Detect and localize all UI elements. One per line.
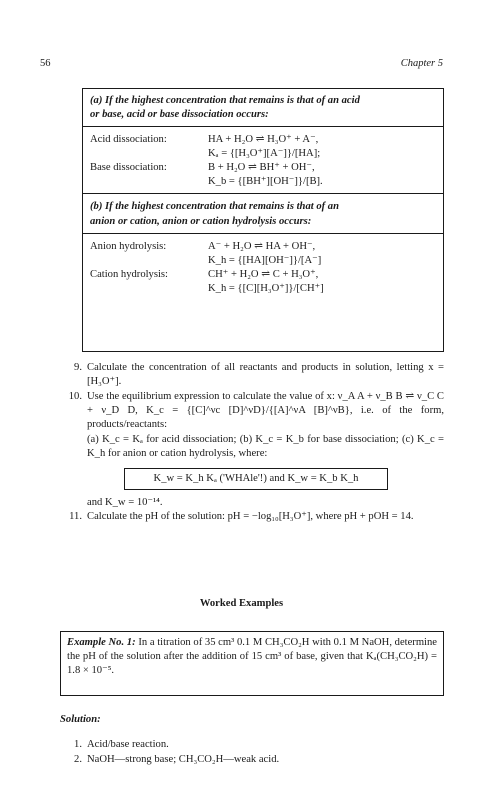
solution-steps [60,738,444,768]
base-equation: B + H₂O ⇌ BH⁺ + OH⁻, [208,162,315,174]
cation-k-expression: K_h = {[C][H₃O⁺]}/[CH⁺] [208,282,324,294]
cation-label: Cation hydrolysis: [90,268,168,280]
base-k-row [90,175,436,189]
example-text: In a titration of 35 cm³ 0.1 M CH₃CO₂H with 0.1 M NaOH, determine the pH of the solution after the addition of 15 cm³ of base, given that Kₐ(CH₃CO₂H) = 1.8 × 10⁻⁵. [67,637,437,677]
item-number: 11. [69,510,82,522]
kw-relation-box: K_w = K_h Kₐ ('WHAle'!) and K_w = K_b K_h [124,468,388,490]
procedure-list [60,361,444,525]
item-text: Calculate the pH of the solution: pH = −log₁₀[H₃O⁺], where pH + pOH = 14. [87,510,414,522]
item-number: 9. [74,362,82,373]
list-item [60,510,444,524]
item-text: NaOH—strong base; CH₃CO₂H—weak acid. [87,754,280,766]
base-k-expression: K_b = {[BH⁺][OH⁻]}/[B]. [208,176,323,188]
heading-a-line-2: or base, acid or base dissociation occurs: [90,109,269,121]
anion-equation: A⁻ + H₂O ⇌ HA + OH⁻, [208,240,316,252]
item-number: 1. [74,739,82,750]
item-text: (a) K_c = Kₐ for acid dissociation; (b) K_c = K_b for base dissociation; (c) K_c = K_h for anion or cation hydrolysis, where: [87,434,444,460]
anion-row [90,240,436,254]
solution-heading: Solution: [60,714,101,725]
cation-row [90,268,436,282]
list-item [60,753,444,767]
example-box [60,631,444,696]
example-label: Example No. 1: [67,637,136,648]
cation-k-row [90,282,436,296]
kw-value-line: and K_w = 10⁻¹⁴. [87,496,163,508]
acid-k-expression: Kₐ = {[H₃O⁺][A⁻]}/[HA]; [208,148,321,160]
item-text: Calculate the concentration of all reactants and products in solution, letting x = [H₃O⁺]. [87,362,444,388]
anion-label: Anion hydrolysis: [90,240,167,252]
list-item [60,390,444,432]
item-number: 10. [68,391,82,403]
heading-a-line-1: (a) If the highest concentration that remains is that of an acid [90,95,360,106]
worked-examples-heading: Worked Examples [199,598,284,609]
heading-b-line-2: anion or cation, anion or cation hydrolysis occurs: [90,215,312,227]
page-header [40,57,443,71]
dissociation-box [82,88,444,352]
list-item [60,738,444,752]
item-text: Use the equilibrium expression to calculate the value of x: ν_A A + ν_B B ⇌ ν_C C + ν_D D, K_c = {[C]^νc [D]^νD}/{[A]^νA [B]^νB}, i.e. of the form, products/reactants: [87,391,444,431]
page-number: 56 [40,58,51,69]
anion-k-expression: K_h = {[HA][OH⁻]}/[A⁻] [208,254,322,266]
acid-row [90,133,436,147]
divider [83,126,443,127]
list-item [60,361,444,389]
base-row [90,161,436,175]
item-text: Acid/base reaction. [87,739,169,750]
list-item [60,433,444,461]
chapter-title: Chapter 5 [400,58,443,69]
cation-equation: CH⁺ + H₂O ⇌ C + H₃O⁺, [208,268,319,280]
item-number [60,433,87,461]
acid-k-row [90,147,436,161]
divider [83,233,443,234]
acid-equation: HA + H₂O ⇌ H₃O⁺ + A⁻, [208,134,319,146]
item-number: 2. [74,754,82,766]
acid-label: Acid dissociation: [90,134,167,146]
anion-k-row [90,254,436,268]
divider [83,193,443,194]
base-label: Base dissociation: [90,162,167,174]
heading-b-line-1: (b) If the highest concentration that remains is that of an [90,201,339,213]
